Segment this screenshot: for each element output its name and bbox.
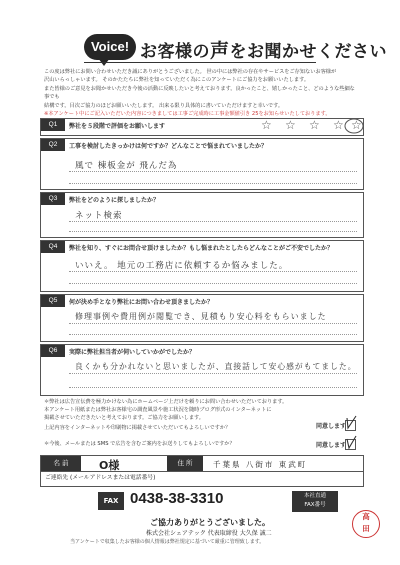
handwritten-answer: ネット検索: [75, 211, 123, 221]
seal-stamp: [352, 510, 380, 538]
customer-info-box: [40, 455, 364, 487]
answer-line: [69, 323, 357, 324]
name-value[interactable]: O様: [99, 459, 120, 472]
title-big-char: 声: [210, 40, 230, 62]
company-text: 株式会社シェアテック 代表取締役 大久保 誠二: [146, 530, 272, 537]
star-icon[interactable]: ☆: [309, 118, 320, 132]
checkmark-icon: [344, 434, 358, 450]
question-number: Q5: [41, 295, 65, 307]
question-number: Q4: [41, 241, 65, 253]
fax-number: 0438-38-3310: [130, 490, 224, 507]
address-value[interactable]: 千葉県 八街市 東武町: [213, 460, 308, 469]
title-underline: [84, 62, 316, 63]
agree-label: 同意します: [316, 442, 347, 449]
question-text: 何が決め手となり弊社にお問い合わせ頂きましたか？: [69, 299, 214, 306]
star-icon[interactable]: ☆: [333, 118, 344, 132]
intro-red-note: ※本アンケート中にご記入いただいた内容につきましては工事ご完成時に工事金額値引き 25をお知らせいたしております。: [44, 111, 331, 118]
fax-section: [98, 490, 328, 512]
consent-text: ＊弊社は広告宣伝費を極力かけない為にホームページ上だけを頼りにお問い合わせいただいております。: [44, 399, 288, 405]
question-text: 工事を検討したきっかけは何ですか？どんなことで悩まれていましたか？: [69, 143, 268, 150]
question-box-q3: [40, 192, 364, 238]
intro-line: また皆様のご意見をお聞かせいただき今後の活動に反映したいと考えております。良かったこと、嬉しかったこと、どのような些細な事でも: [44, 85, 355, 101]
question-text: 実際に弊社担当者が伺いしていかがでしたか？: [69, 349, 196, 356]
answer-line: [69, 231, 357, 232]
title-prefix: お客様の: [140, 42, 210, 62]
fax-tag-line: 本社直通: [303, 493, 326, 499]
checkmark-icon: [344, 414, 358, 430]
question-number: Q2: [41, 139, 65, 151]
question-number: Q6: [41, 345, 65, 357]
question-box-q1: [40, 118, 364, 136]
star-icon[interactable]: ☆: [261, 118, 272, 132]
fax-tag: [292, 491, 338, 512]
circle-mark-icon: [343, 117, 365, 135]
name-label: 名 前: [41, 456, 81, 471]
intro-line: 結構です。目次ご協力のほどお願いいたします。 出来る限り具体的に書いていただけますと幸いです。: [44, 102, 284, 109]
page-title: [140, 36, 387, 63]
question-text: 弊社をどのように探しましたか？: [69, 197, 160, 204]
handwritten-answer: 修理事例や費用例が閲覧でき、見積もり安心料をもらいました: [75, 312, 327, 321]
answer-line: [69, 334, 357, 335]
handwritten-answer: 風で 棟板金が 飛んだ為: [75, 161, 178, 171]
question-number: Q1: [41, 119, 65, 131]
intro-line: 沢山いらっしゃいます。 そのかたたちに弊社を知っていただく為にこのアンケートにご協力をお願いいたします。: [44, 77, 310, 84]
stamp-char: 田: [362, 524, 370, 533]
address-label: 住 所: [167, 456, 203, 471]
contact-label: ご連絡先 (メールアドレスまたは電話番号): [45, 475, 156, 481]
question-text: 弊社を５段階で評価をお願いします: [69, 123, 166, 130]
question-box-q6: [40, 344, 364, 396]
question-box-q2: [40, 138, 364, 190]
answer-line: [69, 387, 357, 388]
intro-text: [44, 68, 360, 118]
star-icon-selected[interactable]: ☆: [351, 118, 362, 132]
question-box-q5: [40, 294, 364, 342]
fax-label: FAX: [98, 492, 124, 510]
consent-text: 本アンケート用紙または弊社お客様宅の調査風景や施工状況を随時ブログ形式のインターネットに: [44, 407, 272, 413]
star-icon[interactable]: ☆: [285, 118, 296, 132]
consent-text: ＊今後、メールまたは SMS で広告を含むご案内をお送りしてもよろしいですか？: [44, 441, 235, 447]
question-number: Q3: [41, 193, 65, 205]
question-text: 弊社を知り、すぐにお問合せ頂けましたか？もし悩まれたとしたらどんなことがご不安でしたか？: [69, 245, 334, 252]
handwritten-answer: 良くかも分かれないと思いましたが、直接話して安心感がもてました。: [75, 362, 357, 371]
agree-label: 同意します: [316, 423, 347, 430]
answer-line: [69, 221, 357, 222]
consent-text: 上記内容をインターネットや印刷物に掲載させていただいてもよろしいですか？: [44, 425, 231, 431]
voice-badge: Voice!: [84, 34, 136, 60]
handwritten-answer: いいえ。 地元の工務店に依頼するか悩みました。: [75, 261, 289, 271]
answer-line: [69, 271, 357, 272]
thanks-text: ご協力ありがとうございました。: [150, 518, 270, 527]
stamp-char: 高: [362, 512, 370, 521]
intro-line: この度は弊社にお問い合わせいただき誠にありがとうございました。 世の中には弊社の存在やサービスをご存知ないお客様が: [44, 69, 337, 75]
title-suffix: をお聞かせください: [229, 42, 388, 62]
privacy-text: 当アンケートで収集したお客様の個人情報は弊社規定に基づいて厳重に管理致します。: [70, 539, 265, 545]
consent-text: 掲載させていただきたいと考えております。ご協力をお願いします。: [44, 415, 204, 421]
question-box-q4: [40, 240, 364, 292]
answer-line: [69, 183, 357, 184]
fax-tag-line: FAX番号: [304, 502, 326, 508]
answer-line: [69, 283, 357, 284]
answer-line: [69, 373, 357, 374]
answer-line: [69, 171, 357, 172]
